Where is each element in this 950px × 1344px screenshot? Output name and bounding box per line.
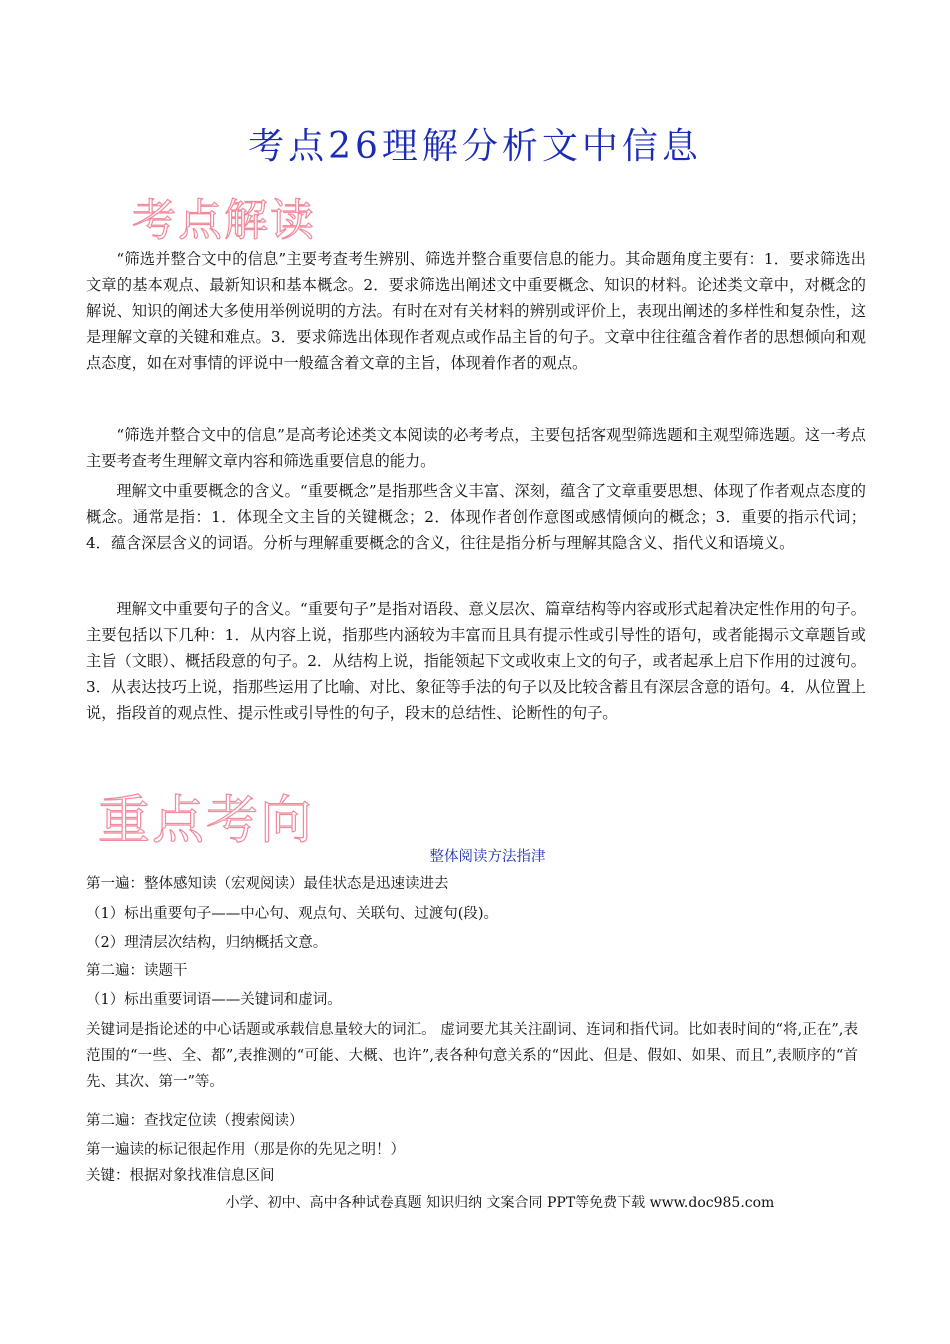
paragraph-intro: “筛选并整合文中的信息”主要考查考生辨别、筛选并整合重要信息的能力。其命题角度主要有：1．要求筛选出文章的基本观点、最新知识和基本概念。2．要求筛选出阐述文中重要概念、知识的材料。论述类文章中，对概念的解说、知识的阐述大多使用举例说明的方法。有时在对有关材料的辨别或评价上，表现出阐述的多样性和复杂性，这是理解文章的关键和难点。3．要求筛选出体现作者观点或作品主旨的句子。文章中往往蕴含着作者的思想倾向和观点态度，如在对事情的评说中一般蕴含着文章的主旨，体现着作者的观点。: [86, 250, 866, 372]
section-banner-interpretation: 考点解读: [132, 195, 316, 246]
method-line: （1）标出重要句子——中心句、观点句、关联句、过渡句(段)。: [86, 906, 499, 922]
method-line: 第一遍读的标记很起作用（那是你的先见之明！）: [86, 1142, 405, 1158]
method-line: 关键：根据对象找准信息区间: [86, 1168, 275, 1184]
section-banner-focus: 重点考向: [98, 791, 315, 851]
method-line: （2）理清层次结构，归纳概括文意。: [86, 935, 328, 951]
paragraph-key-concepts: 理解文中重要概念的含义。“重要概念”是指那些含义丰富、深刻，蕴含了文章重要思想、体现了作者观点态度的概念。通常是指：1．体现全文主旨的关键概念；2．体现作者创作意图或感情倾向的概念；3．重要的指示代词；4．蕴含深层含义的词语。分析与理解重要概念的含义，往往是指分析与理解其隐含义、指代义和语境义。: [86, 482, 866, 552]
paragraph-key-sentences: 理解文中重要句子的含义。“重要句子”是指对语段、意义层次、篇章结构等内容或形式起着决定性作用的句子。主要包括以下几种：1．从内容上说，指那些内涵较为丰富而且具有提示性或引导性的语句，或者能揭示文章题旨或主旨（文眼）、概括段意的句子。2．从结构上说，指能领起下文或收束上文的句子，或者起承上启下作用的过渡句。3．从表达技巧上说，指那些运用了比喻、对比、象征等手法的句子以及比较含蓄且有深层含意的语句。4．从位置上说，指段首的观点性、提示性或引导性的句子，段末的总结性、论断性的句子。: [86, 600, 866, 722]
page-title: 考点26理解分析文中信息: [248, 126, 702, 167]
method-heading: 整体阅读方法指津: [429, 849, 546, 865]
keyword-paragraph: 关键词是指论述的中心话题或承载信息量较大的词汇。 虚词要尤其关注副词、连词和指代词。比如表时间的“将,正在”,表范围的“一些、全、都”,表推测的“可能、大概、也许”,表各种句意关系的“因此、但是、假如、如果、而且”,表顺序的“首先、其次、第一”等。: [86, 1022, 858, 1090]
page-footer: 小学、初中、高中各种试卷真题 知识归纳 文案合同 PPT等免费下载 www.doc985.com: [225, 1195, 775, 1211]
method-line: 第二遍：查找定位读（搜索阅读）: [86, 1113, 304, 1129]
paragraph-exam-point: “筛选并整合文中的信息”是高考论述类文本阅读的必考考点，主要包括客观型筛选题和主观型筛选题。这一考点主要考查考生理解文章内容和筛选重要信息的能力。: [86, 426, 866, 470]
method-line: 第一遍：整体感知读（宏观阅读）最佳状态是迅速读进去: [86, 876, 449, 892]
method-line: 第二遍：读题干: [86, 963, 188, 979]
method-line: （1）标出重要词语——关键词和虚词。: [86, 992, 342, 1008]
